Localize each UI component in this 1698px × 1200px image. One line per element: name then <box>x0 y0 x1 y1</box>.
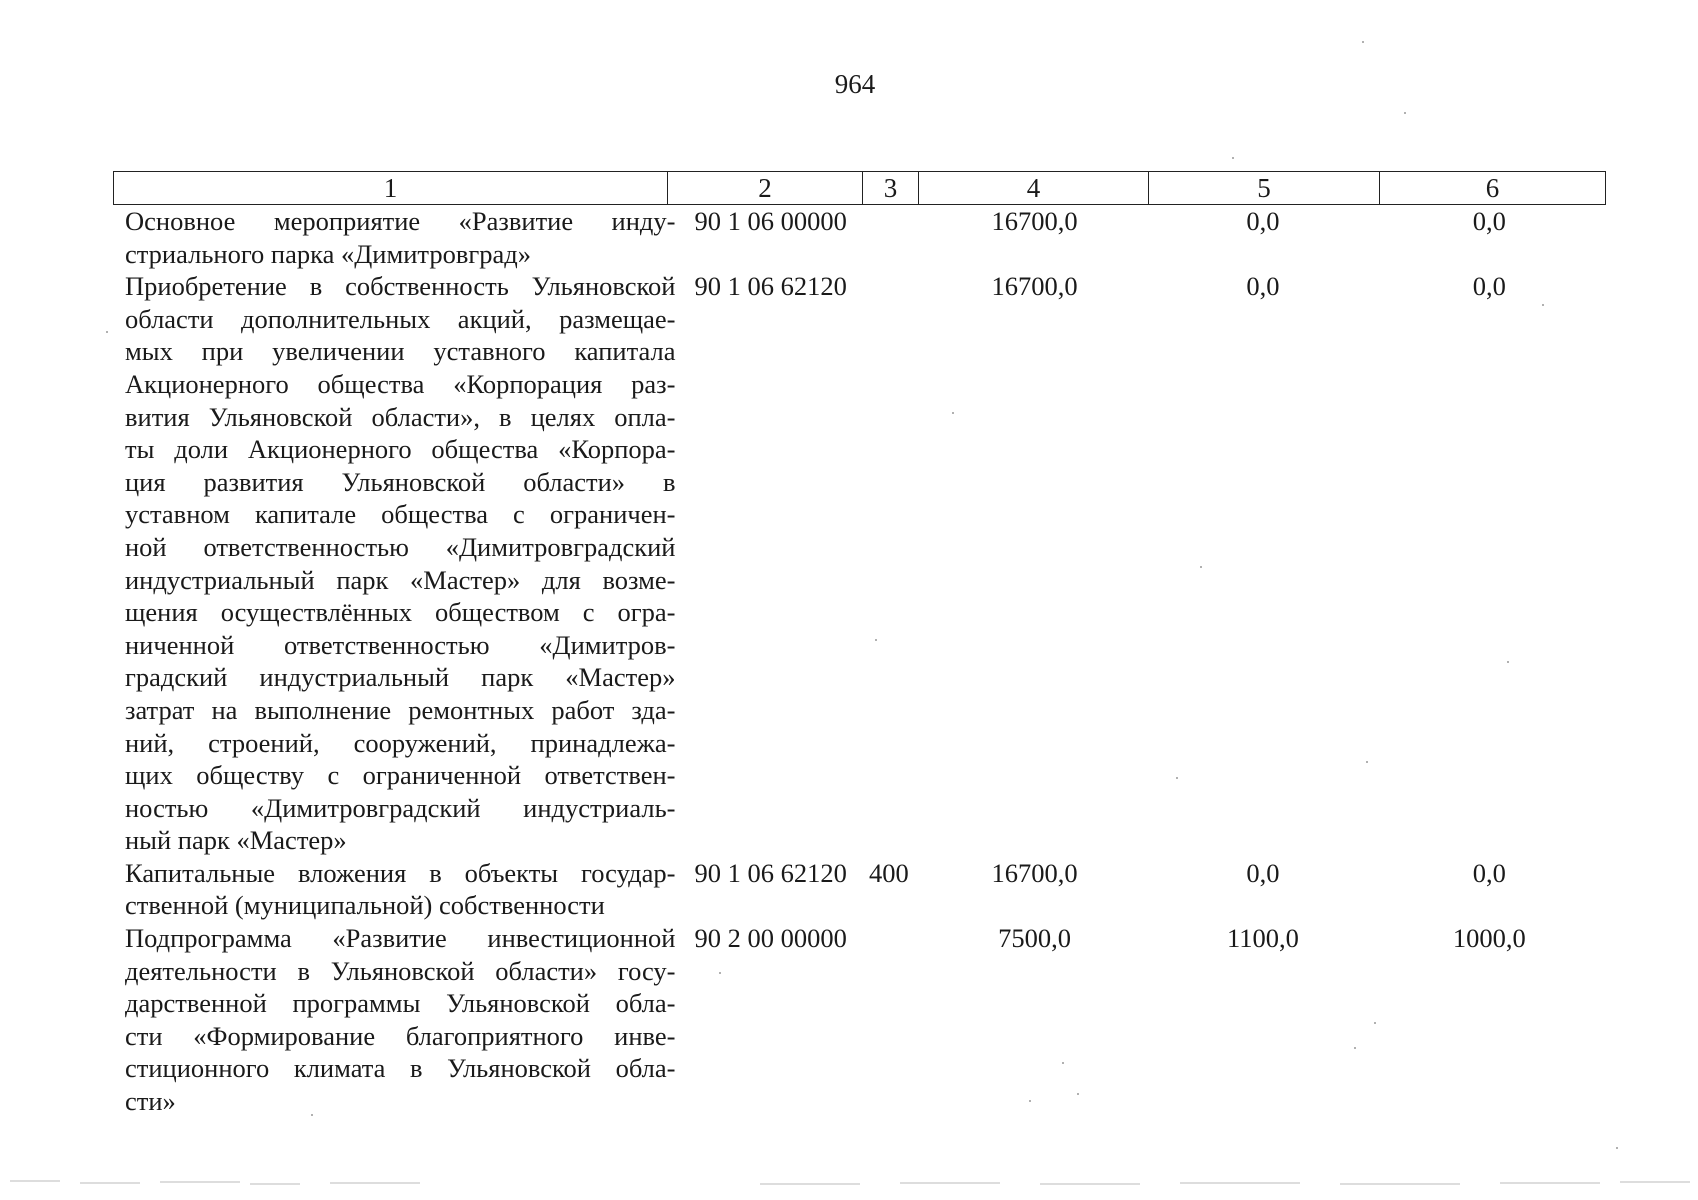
row-name-line: щих обществу с ограниченной ответствен- <box>125 760 676 791</box>
column-header-5: 5 <box>1149 172 1380 205</box>
row-name <box>125 205 675 270</box>
row-name-line: стиционного климата в Ульяновской обла- <box>125 1053 676 1084</box>
column-header-6: 6 <box>1380 172 1606 205</box>
row-name-line: ты доли Акционерного общества «Корпора- <box>125 434 676 465</box>
row-name-line: Акционерного общества «Корпорация раз- <box>125 368 676 399</box>
row-name <box>125 270 675 857</box>
row-name-line: ниченной ответственностью «Димитров- <box>125 629 676 660</box>
row-name-line: ной ответственностью «Димитровградский <box>125 531 676 562</box>
row-value-6: 1000,0 <box>1452 923 1526 954</box>
row-name-line: Основное мероприятие «Развитие инду- <box>125 206 676 236</box>
table-row <box>113 270 1601 857</box>
row-value-6: 0,0 <box>1472 271 1506 302</box>
page-number: 964 <box>834 69 876 99</box>
table-row <box>113 205 1601 270</box>
row-value-4: 16700,0 <box>991 857 1078 888</box>
row-name-line: Подпрограмма «Развитие инвестиционной <box>125 923 676 954</box>
row-name-line: индустриальный парк «Мастер» для возме- <box>125 564 676 595</box>
row-name-line: дарственной программы Ульяновской обла- <box>125 988 676 1019</box>
row-name-line: градский индустриальный парк «Мастер» <box>125 662 676 693</box>
row-name-line: мых при увеличении уставного капитала <box>125 336 676 367</box>
row-code: 90 2 00 00000 <box>694 923 847 954</box>
row-value-4: 16700,0 <box>991 271 1078 302</box>
row-name-line: сти «Формирование благоприятного инве- <box>125 1020 676 1051</box>
row-name-line: затрат на выполнение ремонтных работ зда- <box>125 694 676 725</box>
row-name-line: области дополнительных акций, размещае- <box>125 303 676 334</box>
row-value-4: 16700,0 <box>991 206 1078 236</box>
row-name-line: ция развития Ульяновской области» в <box>125 466 676 497</box>
row-name-line: стриального парка «Димитровград» <box>125 238 531 269</box>
row-name-line: вития Ульяновской области», в целях опла- <box>125 401 676 432</box>
column-header-4: 4 <box>919 172 1149 205</box>
column-header-1: 1 <box>114 172 668 205</box>
row-name-line: Приобретение в собственность Ульяновской <box>125 271 676 302</box>
row-value-6: 0,0 <box>1472 206 1506 236</box>
row-code: 90 1 06 62120 <box>694 271 847 302</box>
row-name-line: уставном капитале общества с ограничен- <box>125 499 676 530</box>
row-value-5: 0,0 <box>1246 206 1280 236</box>
row-name-line: Капитальные вложения в объекты государ- <box>125 857 676 888</box>
table-body <box>113 205 1601 1118</box>
table-row <box>113 857 1601 922</box>
row-value-6: 0,0 <box>1472 857 1506 888</box>
row-value-4: 7500,0 <box>998 923 1071 954</box>
row-value-5: 1100,0 <box>1226 923 1299 954</box>
row-name-line: сти» <box>125 1086 176 1117</box>
row-value-5: 0,0 <box>1246 857 1280 888</box>
row-code: 90 1 06 00000 <box>694 206 847 236</box>
table-row <box>113 922 1601 1118</box>
row-value-5: 0,0 <box>1246 271 1280 302</box>
row-name <box>125 857 675 922</box>
row-code: 90 1 06 62120 <box>694 857 847 888</box>
row-name-line: щения осуществлённых обществом с огра- <box>125 597 676 628</box>
column-header-2: 2 <box>668 172 863 205</box>
column-header-3: 3 <box>863 172 919 205</box>
row-name-line: деятельности в Ульяновской области» госу- <box>125 955 676 986</box>
row-name-line: ностью «Димитровградский индустриаль- <box>125 792 676 823</box>
row-name-line: ный парк «Мастер» <box>125 825 347 856</box>
row-name <box>125 922 675 1118</box>
column-header-row <box>113 171 1606 205</box>
row-expense-type: 400 <box>869 857 909 888</box>
row-name-line: ний, строений, сооружений, принадлежа- <box>125 727 676 758</box>
row-name-line: ственной (муниципальной) собственности <box>125 890 605 921</box>
